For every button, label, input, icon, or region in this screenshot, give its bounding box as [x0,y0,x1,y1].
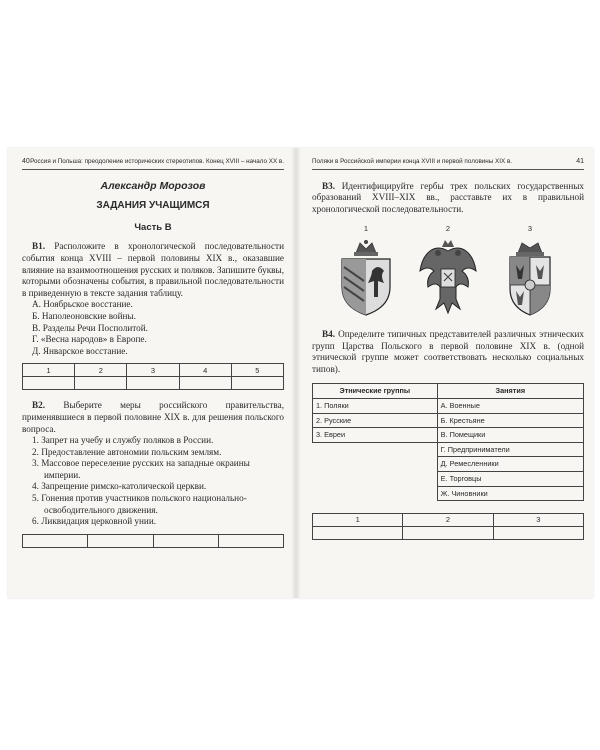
right-running-head-text: Поляки в Российской империи конца XVIII и первой половины XIX в. [312,158,513,165]
part-title: Часть В [134,221,172,233]
b2-answer-cell[interactable] [218,534,283,547]
b1-col-header: 2 [75,364,127,377]
occupation-cell: Б. Крестьяне [437,413,583,428]
b4-text [312,329,584,375]
occupation-cell: Е. Торговцы [437,471,583,486]
groups-table [312,383,584,501]
b3-label: В3. [322,180,336,191]
crest-double-eagle-icon [416,237,480,317]
b2-label: В2. [32,400,46,411]
crest-number: 3 [527,224,533,234]
group-cell: 3. Евреи [313,428,438,443]
crest-shield-crowned-icon [334,237,398,317]
occupation-cell: А. Военные [437,398,583,413]
occupation-cell: Г. Предприниматели [437,442,583,457]
book-gutter [291,148,301,598]
left-page-number: 40 [22,158,30,165]
crests-row [312,223,584,317]
crest-number: 2 [445,224,451,234]
occupation-cell: Ж. Чиновники [437,486,583,501]
left-running-head-text: Россия и Польша: преодоление исторических стереотипов. Конец XVIII – начало XX в. [30,158,284,165]
b3-body: Идентифицируйте гербы трех польских государственных образований XVIII–XIX вв., расставьте их в правильной хронологической последовательности. [312,180,585,214]
b1-option: Г. «Весна народов» в Европе. [32,334,147,345]
right-running-head [312,156,584,170]
b2-option: 2. Предоставление автономии польским землям. [32,446,222,457]
b2-option: 3. Массовое переселение русских на западные окраины империи. [32,458,250,480]
b1-col-header: 3 [127,364,179,377]
group-cell: 2. Русские [313,413,438,428]
b1-option: Б. Наполеоновские войны. [32,310,136,321]
group-cell: 1. Поляки [313,398,438,413]
b2-text [22,400,284,435]
b1-option: А. Ноябрьское восстание. [32,299,133,310]
left-running-head [22,156,284,170]
b2-answer-cell[interactable] [153,534,218,547]
b4-body: Определите типичных представителей различных этнических групп Царства Польского в первой половине XIX в. (одной этнической группе может соответствовать несколько социальных типов). [312,328,585,374]
author-name: Александр Морозов [100,179,206,192]
b1-answer-table [22,363,284,390]
b4-answer-cell[interactable] [403,527,493,540]
b2-answer-cell[interactable] [23,534,88,547]
crest-number: 1 [363,224,369,234]
occupation-cell: В. Помещики [437,428,583,443]
b3-text [312,181,584,216]
group-cell-empty [313,457,438,472]
occupation-cell: Д. Ремесленники [437,457,583,472]
b4-col-header: 2 [403,514,493,527]
b4-answer-cell[interactable] [313,527,403,540]
b1-answer-cell[interactable] [23,377,75,390]
right-page-number: 41 [576,158,584,165]
crest-quartered-shield-icon [498,237,562,317]
b4-label: В4. [322,328,336,339]
b2-answer-table [22,534,284,548]
b1-answer-cell[interactable] [75,377,127,390]
group-cell-empty [313,442,438,457]
b2-option: 6. Ликвидация церковной унии. [32,516,157,527]
b4-col-header: 3 [493,514,583,527]
section-title: ЗАДАНИЯ УЧАЩИМСЯ [96,200,210,212]
group-cell-empty [313,471,438,486]
group-cell-empty [313,486,438,501]
b4-answer-table [312,513,584,540]
b1-col-header: 5 [231,364,283,377]
b1-body: Расположите в хронологической последовательности события конца XVIII – первой половины XIX в., оказавшие влияние на взаимоотношения русских и поляков. Запишите буквы, которыми обозначены события, в правильной последовательности в приведенную в тексте задания таблицу. [22,241,284,298]
b2-option: 4. Запрещение римско-католической церкви. [32,481,207,492]
groups-col-header: Этнические группы [313,384,438,399]
occupations-col-header: Занятия [437,384,583,399]
b1-option: В. Разделы Речи Посполитой. [32,322,148,333]
b1-label: В1. [32,241,46,252]
crest-3 [494,223,566,317]
b2-answer-cell[interactable] [88,534,153,547]
b2-body: Выберите меры российского правительства, применявшиеся в первой половине XIX в. для решения польского вопроса. [22,400,285,434]
crest-2 [412,223,484,317]
b1-options [32,299,284,357]
b1-answer-cell[interactable] [231,377,283,390]
b4-answer-cell[interactable] [493,527,583,540]
b1-answer-cell[interactable] [127,377,179,390]
b2-options [32,435,284,528]
b1-col-header: 1 [23,364,75,377]
left-page [22,156,284,548]
b1-col-header: 4 [179,364,231,377]
b2-option: 5. Гонения против участников польского национально-освободительного движения. [32,493,247,515]
b2-option: 1. Запрет на учебу и службу поляков в России. [32,435,214,446]
crest-1 [330,223,402,317]
b1-answer-cell[interactable] [179,377,231,390]
b1-text [22,241,284,299]
b1-option: Д. Январское восстание. [32,345,128,356]
b4-col-header: 1 [313,514,403,527]
right-page [312,156,584,540]
